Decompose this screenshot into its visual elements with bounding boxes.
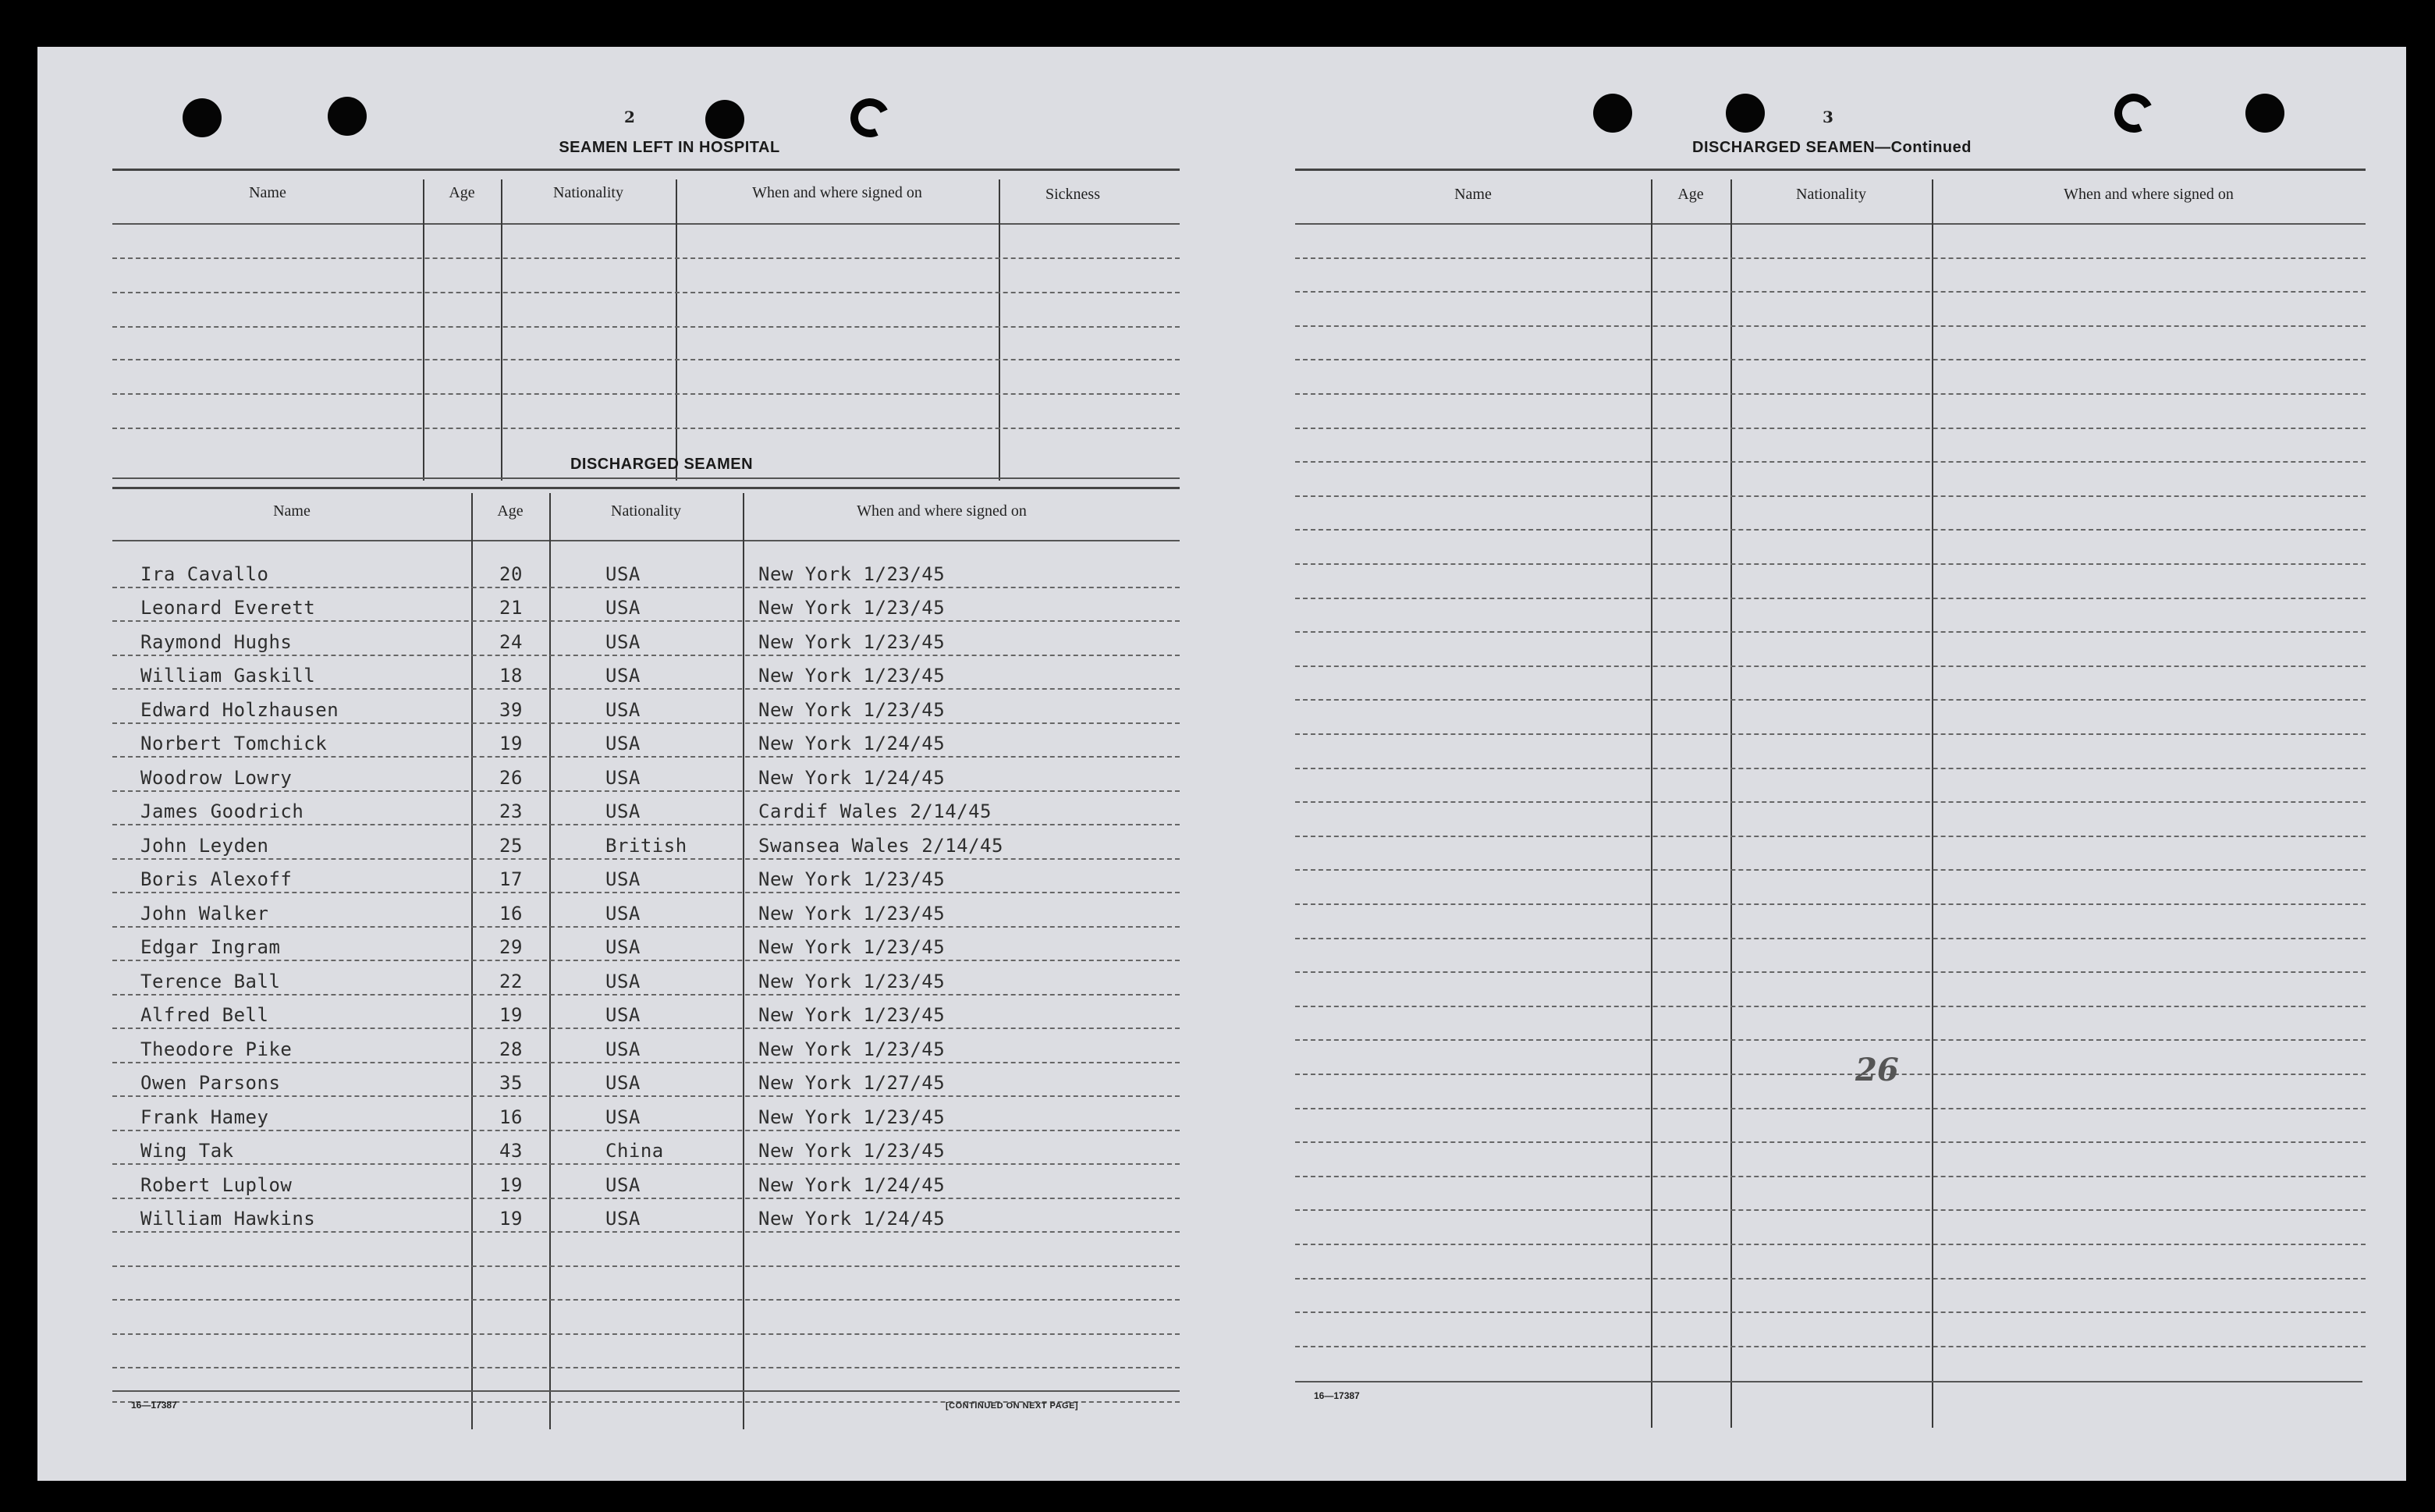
seaman-name: James Goodrich <box>140 800 304 822</box>
discharged-row-line <box>112 1095 1180 1097</box>
discharged-row-line <box>112 1367 1180 1368</box>
hospital-row-line <box>112 257 1180 259</box>
seaman-nationality: USA <box>605 1072 641 1094</box>
discharged-row-line <box>112 1062 1180 1063</box>
seaman-age: 19 <box>499 1004 523 1026</box>
right-row-line <box>1295 733 2366 735</box>
discharged-row-line <box>112 960 1180 961</box>
discharged-row-line <box>112 722 1180 724</box>
seaman-name: Theodore Pike <box>140 1038 293 1060</box>
hospital-divider <box>999 179 1000 481</box>
discharged-row-line <box>112 824 1180 825</box>
seaman-nationality: British <box>605 834 687 857</box>
seaman-name: Edward Holzhausen <box>140 698 339 721</box>
right-row-line <box>1295 1108 2366 1109</box>
seaman-name: Raymond Hughs <box>140 630 293 653</box>
seaman-nationality: USA <box>605 698 641 721</box>
right-bottom-rule <box>1295 1381 2362 1382</box>
discharged-col-name: Name <box>273 502 311 520</box>
right-col-name: Name <box>1454 186 1492 203</box>
crew-list-sheet <box>37 47 2406 1481</box>
hospital-col-name: Name <box>249 184 286 201</box>
punch-hole-icon <box>328 97 367 136</box>
right-row-line <box>1295 1346 2366 1347</box>
discharged-col-age: Age <box>497 502 524 520</box>
seaman-nationality: China <box>605 1140 664 1162</box>
continued-note: [CONTINUED ON NEXT PAGE] <box>946 1401 1079 1411</box>
right-row-line <box>1295 971 2366 973</box>
right-row-line <box>1295 428 2366 429</box>
right-divider <box>1651 179 1652 1428</box>
right-section-title <box>1637 139 2027 157</box>
seaman-nationality: USA <box>605 800 641 822</box>
seaman-nationality: USA <box>605 1106 641 1128</box>
seaman-age: 24 <box>499 630 523 653</box>
seaman-signed-on: New York 1/27/45 <box>758 1072 946 1094</box>
punch-hole-icon <box>1726 94 1765 133</box>
page-number-left: 2 <box>624 108 635 126</box>
seaman-signed-on: New York 1/24/45 <box>758 733 946 754</box>
seaman-nationality: USA <box>605 1208 641 1230</box>
discharged-top-rule <box>112 487 1180 489</box>
seaman-nationality: USA <box>605 1038 641 1060</box>
hospital-section-title: SEAMEN LEFT IN HOSPITAL <box>559 139 780 156</box>
seaman-nationality: USA <box>605 1004 641 1026</box>
right-row-line <box>1295 869 2366 871</box>
seaman-name: John Leyden <box>140 834 269 857</box>
seaman-signed-on: New York 1/23/45 <box>758 1106 946 1128</box>
seaman-nationality: USA <box>605 868 641 890</box>
hospital-row-line <box>112 393 1180 395</box>
hospital-row-line <box>112 428 1180 429</box>
right-col-age: Age <box>1677 186 1704 203</box>
right-row-line <box>1295 495 2366 497</box>
right-row-line <box>1295 291 2366 293</box>
right-col-nationality: Nationality <box>1796 186 1866 203</box>
seaman-nationality: USA <box>605 665 641 687</box>
hospital-col-sickness: Sickness <box>1045 186 1100 203</box>
discharged-row-line <box>112 655 1180 656</box>
page-number-right: 3 <box>1823 108 1833 126</box>
seaman-nationality: USA <box>605 766 641 789</box>
seaman-signed-on: New York 1/23/45 <box>758 1004 946 1026</box>
discharged-row-line <box>112 790 1180 792</box>
seaman-signed-on: New York 1/24/45 <box>758 1173 946 1196</box>
seaman-name: Wing Tak <box>140 1140 234 1162</box>
hospital-col-signed-on: When and where signed on <box>752 184 922 201</box>
seaman-nationality: USA <box>605 936 641 958</box>
seaman-name: Norbert Tomchick <box>140 733 328 754</box>
right-row-line <box>1295 1141 2366 1143</box>
punch-hole-icon <box>2109 88 2159 138</box>
discharged-divider <box>743 493 744 1429</box>
discharged-row-line <box>112 1163 1180 1165</box>
right-row-line <box>1295 665 2366 667</box>
discharged-col-signed-on: When and where signed on <box>857 502 1027 520</box>
hospital-col-age: Age <box>449 184 475 201</box>
punch-hole-icon <box>845 93 895 143</box>
seaman-age: 20 <box>499 563 523 585</box>
seaman-signed-on: Swansea Wales 2/14/45 <box>758 834 1003 857</box>
discharged-section-title: DISCHARGED SEAMEN <box>570 456 754 473</box>
seaman-age: 39 <box>499 698 523 721</box>
right-row-line <box>1295 903 2366 905</box>
seaman-age: 18 <box>499 665 523 687</box>
hospital-row-line <box>112 359 1180 360</box>
seaman-nationality: USA <box>605 970 641 992</box>
seaman-signed-on: New York 1/23/45 <box>758 1140 946 1162</box>
discharged-row-line <box>112 926 1180 928</box>
seaman-name: Leonard Everett <box>140 597 316 619</box>
right-divider <box>1932 179 1933 1428</box>
right-col-signed-on: When and where signed on <box>2064 186 2234 203</box>
right-row-line <box>1295 1209 2366 1211</box>
discharged-row-line <box>112 892 1180 893</box>
right-row-line <box>1295 529 2366 531</box>
right-row-line <box>1295 938 2366 939</box>
right-row-line <box>1295 359 2366 360</box>
right-row-line <box>1295 257 2366 259</box>
discharged-row-line <box>112 620 1180 622</box>
discharged-row-line <box>112 1130 1180 1131</box>
seaman-signed-on: New York 1/23/45 <box>758 970 946 992</box>
hospital-divider <box>423 179 424 481</box>
right-row-line <box>1295 1278 2366 1280</box>
right-row-line <box>1295 1039 2366 1041</box>
seaman-age: 35 <box>499 1072 523 1094</box>
punch-hole-icon <box>1593 94 1632 133</box>
seaman-signed-on: New York 1/23/45 <box>758 1038 946 1060</box>
hospital-bottom-rule <box>112 477 1180 479</box>
seaman-signed-on: New York 1/23/45 <box>758 563 946 585</box>
right-row-line <box>1295 1176 2366 1177</box>
right-row-line <box>1295 1006 2366 1007</box>
seaman-name: Alfred Bell <box>140 1004 269 1026</box>
right-row-line <box>1295 563 2366 565</box>
seaman-age: 21 <box>499 597 523 619</box>
discharged-row-line <box>112 1265 1180 1267</box>
seaman-signed-on: New York 1/23/45 <box>758 630 946 653</box>
seaman-signed-on: Cardif Wales 2/14/45 <box>758 800 992 822</box>
seaman-signed-on: New York 1/23/45 <box>758 936 946 958</box>
seaman-age: 26 <box>499 766 523 789</box>
right-row-line <box>1295 768 2366 769</box>
seaman-age: 28 <box>499 1038 523 1060</box>
seaman-name: Woodrow Lowry <box>140 766 293 789</box>
seaman-age: 17 <box>499 868 523 890</box>
discharged-row-line <box>112 1198 1180 1199</box>
seaman-name: Robert Luplow <box>140 1173 293 1196</box>
seaman-name: Edgar Ingram <box>140 936 281 958</box>
seaman-age: 19 <box>499 1208 523 1230</box>
seaman-age: 22 <box>499 970 523 992</box>
hospital-row-line <box>112 292 1180 293</box>
seaman-signed-on: New York 1/23/45 <box>758 597 946 619</box>
seaman-age: 25 <box>499 834 523 857</box>
discharged-col-nationality: Nationality <box>611 502 681 520</box>
seaman-nationality: USA <box>605 1173 641 1196</box>
seaman-nationality: USA <box>605 733 641 754</box>
seaman-signed-on: New York 1/23/45 <box>758 665 946 687</box>
seaman-age: 23 <box>499 800 523 822</box>
seaman-name: Ira Cavallo <box>140 563 269 585</box>
seaman-nationality: USA <box>605 630 641 653</box>
seaman-name: Frank Hamey <box>140 1106 269 1128</box>
hospital-col-nationality: Nationality <box>553 184 623 201</box>
discharged-row-line <box>112 587 1180 588</box>
discharged-divider <box>471 493 473 1429</box>
hospital-header-rule <box>112 223 1180 225</box>
discharged-row-line <box>112 994 1180 996</box>
right-row-line <box>1295 631 2366 633</box>
right-row-line <box>1295 1311 2366 1313</box>
right-divider <box>1730 179 1732 1428</box>
discharged-divider <box>549 493 551 1429</box>
right-row-line <box>1295 836 2366 837</box>
seaman-signed-on: New York 1/24/45 <box>758 766 946 789</box>
right-top-rule <box>1295 169 2366 171</box>
discharged-bottom-rule <box>112 1390 1180 1392</box>
right-row-line <box>1295 393 2366 395</box>
seaman-nationality: USA <box>605 902 641 925</box>
right-row-line <box>1295 699 2366 701</box>
seaman-signed-on: New York 1/24/45 <box>758 1208 946 1230</box>
right-title-main: DISCHARGED SEAMEN <box>1692 139 1876 156</box>
discharged-row-line <box>112 1299 1180 1301</box>
punch-hole-icon <box>2245 94 2284 133</box>
right-row-line <box>1295 325 2366 327</box>
form-number-left: 16—17387 <box>131 1400 177 1411</box>
hospital-divider <box>501 179 502 481</box>
page-stamp-number: 26 <box>1855 1052 1899 1088</box>
punch-hole-icon <box>183 98 222 137</box>
seaman-signed-on: New York 1/23/45 <box>758 698 946 721</box>
right-title-suffix: —Continued <box>1875 139 1972 156</box>
discharged-row-line <box>112 1231 1180 1233</box>
discharged-row-line <box>112 1028 1180 1029</box>
seaman-name: Owen Parsons <box>140 1072 281 1094</box>
seaman-age: 19 <box>499 1173 523 1196</box>
right-row-line <box>1295 598 2366 599</box>
punch-hole-icon <box>705 100 744 139</box>
seaman-age: 29 <box>499 936 523 958</box>
discharged-row-line <box>112 756 1180 758</box>
seaman-name: John Walker <box>140 902 269 925</box>
right-row-line <box>1295 1074 2366 1075</box>
form-number-right: 16—17387 <box>1314 1390 1360 1401</box>
right-row-line <box>1295 801 2366 803</box>
hospital-top-rule <box>112 169 1180 171</box>
seaman-name: Terence Ball <box>140 970 281 992</box>
seaman-age: 16 <box>499 902 523 925</box>
discharged-header-rule <box>112 540 1180 541</box>
seaman-age: 19 <box>499 733 523 754</box>
seaman-name: William Hawkins <box>140 1208 316 1230</box>
discharged-row-line <box>112 1333 1180 1335</box>
right-header-rule <box>1295 223 2366 225</box>
seaman-age: 16 <box>499 1106 523 1128</box>
seaman-name: William Gaskill <box>140 665 316 687</box>
right-row-line <box>1295 1244 2366 1245</box>
seaman-signed-on: New York 1/23/45 <box>758 902 946 925</box>
seaman-nationality: USA <box>605 563 641 585</box>
seaman-age: 43 <box>499 1140 523 1162</box>
seaman-nationality: USA <box>605 597 641 619</box>
seaman-name: Boris Alexoff <box>140 868 293 890</box>
right-row-line <box>1295 461 2366 463</box>
hospital-divider <box>676 179 677 481</box>
seaman-signed-on: New York 1/23/45 <box>758 868 946 890</box>
discharged-row-line <box>112 858 1180 860</box>
discharged-row-line <box>112 688 1180 690</box>
hospital-row-line <box>112 326 1180 328</box>
